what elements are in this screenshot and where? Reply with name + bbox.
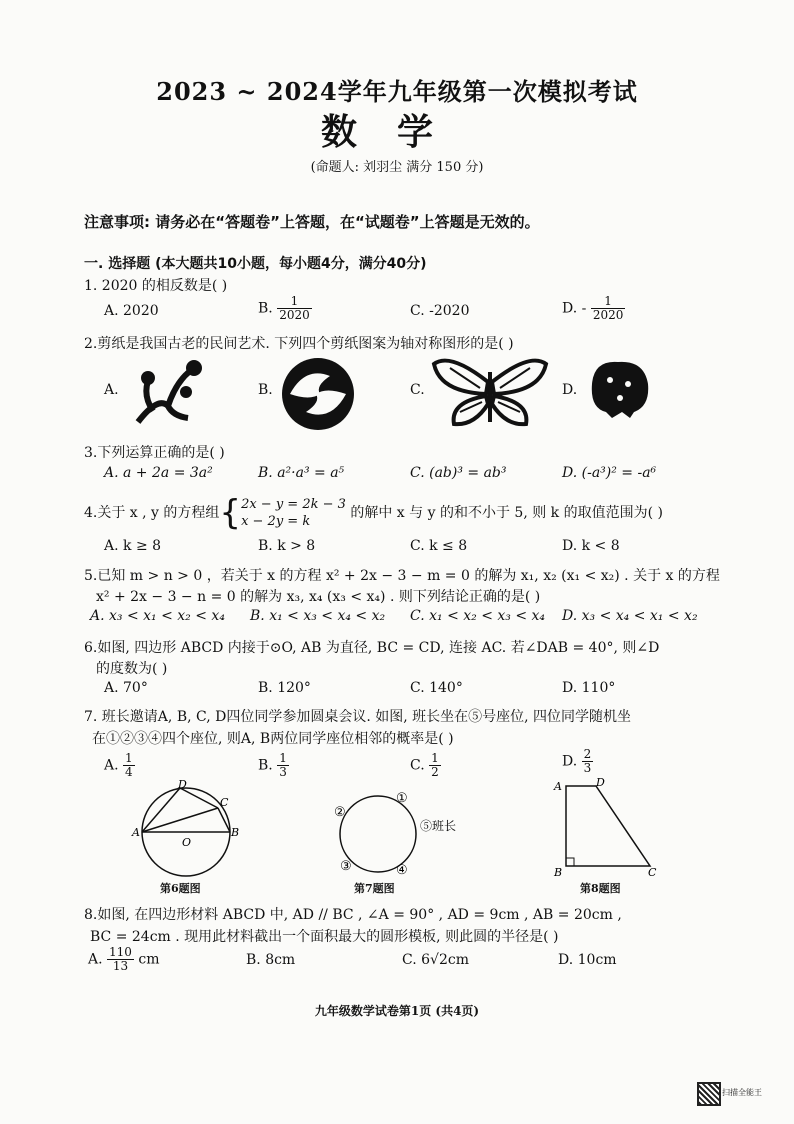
q3-option-b: B. a²·a³ = a⁵ — [258, 465, 345, 481]
fig6-label-c: C — [220, 796, 229, 809]
exam-title: 2023 ~ 2024学年九年级第一次模拟考试 — [156, 77, 638, 106]
question-2-stem: 2.剪纸是我国古老的民间艺术. 下列四个剪纸图案为轴对称图形的是( ) — [84, 336, 514, 352]
q2-option-a: A. — [104, 382, 119, 398]
question-1-stem: 1. 2020 的相反数是( ) — [84, 278, 228, 294]
q2-option-b: B. — [258, 382, 273, 398]
fig8-label-c: C — [648, 866, 657, 879]
figure-7-round-table — [330, 790, 470, 880]
notice: 注意事项: 请务必在“答题卷”上答题，在“试题卷”上答题是无效的。 — [84, 213, 540, 231]
fig8-label-b: B — [554, 866, 563, 879]
q2-option-c: C. — [410, 382, 425, 398]
figure-8-trapezoid — [552, 776, 662, 880]
fig7-seat-3: ③ — [340, 859, 352, 874]
q1-option-a: A. 2020 — [104, 303, 159, 319]
q7-option-a: A. $\frac{1}{4}$ — [104, 751, 133, 779]
question-7-stem-line2: 在①②③④四个座位, 则A, B两位同学座位相邻的概率是( ) — [92, 731, 454, 747]
section-title: 一. 选择题 (本大题共10小题，每小题4分，满分40分) — [84, 256, 427, 272]
q5-option-a: A. x₃ < x₁ < x₂ < x₄ — [90, 608, 225, 624]
q1-option-c: C. -2020 — [410, 303, 470, 319]
q6-option-a: A. 70° — [104, 680, 148, 696]
q4-option-a: A. k ≥ 8 — [104, 538, 162, 554]
q8-option-c: C. 6√2cm — [402, 952, 469, 968]
q4-option-b: B. k > 8 — [258, 538, 316, 554]
fig7-seat-1: ① — [396, 791, 408, 806]
figure-6-caption: 第6题图 — [160, 882, 201, 895]
question-7-stem: 7. 班长邀请A, B, C, D四位同学参加圆桌会议. 如图, 班长坐在⑤号座位, 四位同学随机坐 — [84, 709, 632, 725]
subject-title: 数学 — [320, 111, 473, 153]
q2-option-d: D. — [562, 382, 578, 398]
q3-option-d: D. (-a³)² = -a⁶ — [562, 465, 657, 481]
fig6-label-a: A — [132, 826, 140, 839]
q8-option-b: B. 8cm — [246, 952, 296, 968]
q6-option-c: C. 140° — [410, 680, 463, 696]
fig6-label-d: D — [178, 780, 187, 791]
q3-option-a: A. a + 2a = 3a² — [104, 465, 213, 481]
q5-option-c: C. x₁ < x₂ < x₃ < x₄ — [410, 608, 546, 624]
question-4-stem: 4.关于 x , y 的方程组{2x − y = 2k − 3 x − 2y = k 的解中 x 与 y 的和不小于 5, 则 k 的取值范围为( ) — [84, 493, 663, 533]
q4-option-c: C. k ≤ 8 — [410, 538, 468, 554]
question-5-stem-line2: x² + 2x − 3 − n = 0 的解为 x₃, x₄ (x₃ < x₄) . 则下列结论正确的是( ) — [96, 589, 541, 605]
papercut-fish-circle-icon — [280, 356, 356, 432]
q8-option-a: A. $\frac{110}{13}$ cm — [88, 945, 160, 973]
figure-8-caption: 第8题图 — [580, 882, 621, 895]
question-8-stem-line2: BC = 24cm . 现用此材料截出一个面积最大的圆形模板, 则此圆的半径是( ) — [90, 929, 559, 945]
q5-option-b: B. x₁ < x₃ < x₄ < x₂ — [250, 608, 386, 624]
fig8-label-d: D — [596, 776, 605, 789]
question-8-stem: 8.如图, 在四边形材料 ABCD 中, AD // BC , ∠A = 90° , AD = 9cm , AB = 20cm , — [84, 907, 622, 923]
q3-option-c: C. (ab)³ = ab³ — [410, 465, 507, 481]
scanner-watermark: 扫描全能王 — [722, 1088, 762, 1097]
fig6-label-o: O — [182, 836, 192, 849]
papercut-elephant-icon — [584, 354, 654, 420]
q7-option-c: C. $\frac{1}{2}$ — [410, 751, 439, 779]
question-6-stem: 6.如图, 四边形 ABCD 内接于⊙O, AB 为直径, BC = CD, 连接 AC. 若∠DAB = 40°, 则∠D — [84, 640, 660, 656]
q1-option-b: B. $\frac{1}{2020}$ — [258, 294, 310, 322]
q7-option-b: B. $\frac{1}{3}$ — [258, 751, 287, 779]
q5-option-d: D. x₃ < x₄ < x₁ < x₂ — [562, 608, 698, 624]
q6-option-b: B. 120° — [258, 680, 311, 696]
question-6-stem-line2: 的度数为( ) — [96, 661, 168, 677]
q8-option-d: D. 10cm — [558, 952, 617, 968]
qr-code-icon — [697, 1082, 721, 1106]
fig7-seat-2: ② — [334, 805, 346, 820]
q7-option-d: D. $\frac{2}{3}$ — [562, 747, 592, 775]
papercut-plum-blossom-icon — [128, 356, 208, 428]
question-5-stem: 5.已知 m > n > 0 ，若关于 x 的方程 x² + 2x − 3 − m = 0 的解为 x₁, x₂ (x₁ < x₂) . 关于 x 的方程 — [84, 568, 720, 584]
fig8-label-a: A — [554, 780, 562, 793]
author-line: (命题人: 刘羽尘 满分 150 分) — [310, 160, 484, 175]
question-3-stem: 3.下列运算正确的是( ) — [84, 445, 225, 461]
fig7-seat-4: ④ — [396, 863, 408, 878]
q1-option-d: D. - $\frac{1}{2020}$ — [562, 294, 624, 322]
q6-option-d: D. 110° — [562, 680, 616, 696]
figure-7-caption: 第7题图 — [354, 882, 395, 895]
figure-6-circle — [130, 780, 242, 880]
page-footer: 九年级数学试卷第1页 (共4页) — [314, 1004, 480, 1018]
q4-option-d: D. k < 8 — [562, 538, 620, 554]
fig7-seat-5-monitor: ⑤班长 — [420, 819, 457, 833]
papercut-butterfly-icon — [430, 352, 550, 432]
fig6-label-b: B — [231, 826, 240, 839]
